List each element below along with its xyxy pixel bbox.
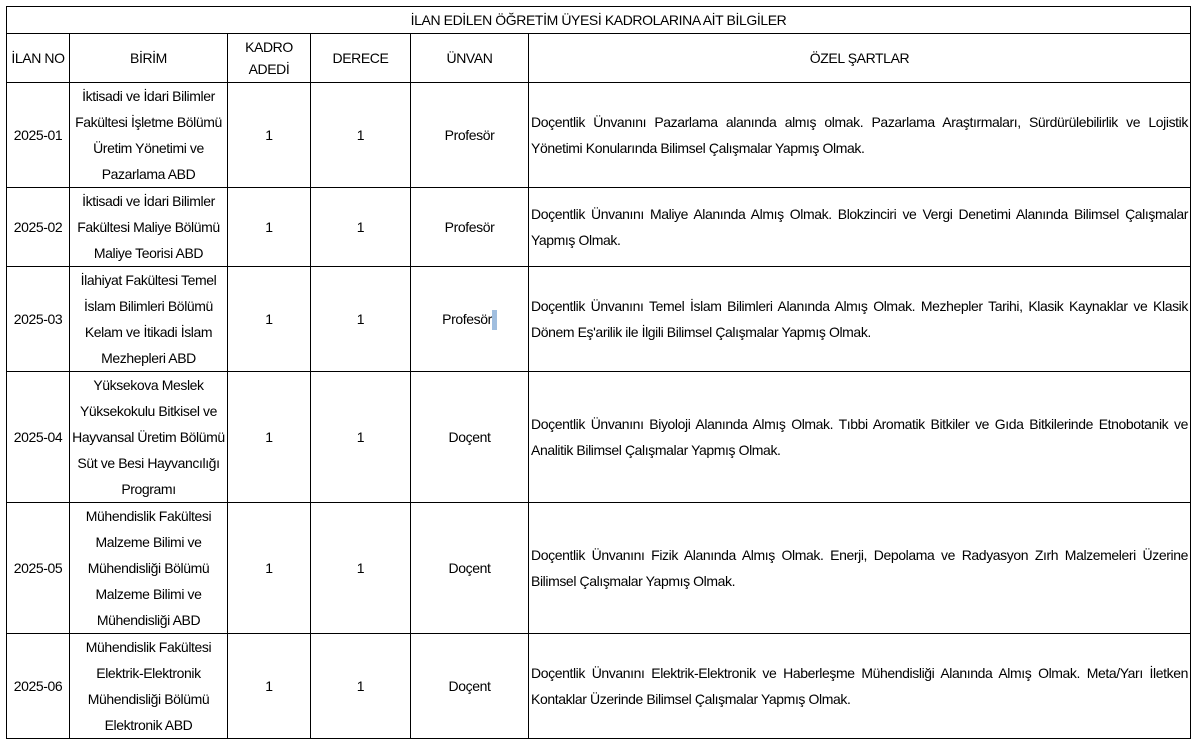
cell-derece: 1 [311, 503, 411, 634]
cell-kadro-adedi: 1 [228, 372, 311, 503]
header-birim: BİRİM [70, 34, 228, 83]
cell-ilan-no: 2025-01 [7, 83, 70, 188]
cell-ozel-sartlar: Doçentlik Ünvanını Biyoloji Alanında Almış Olmak. Tıbbi Aromatik Bitkiler ve Gıda Bitkilerinde Etnobotanik ve Analitik Bilimsel Çalışmalar Yapmış Olmak. [529, 372, 1191, 503]
cell-kadro-adedi: 1 [228, 634, 311, 739]
cell-ozel-sartlar: Doçentlik Ünvanını Fizik Alanında Almış Olmak. Enerji, Depolama ve Radyasyon Zırh Malzemeleri Üzerine Bilimsel Çalışmalar Yapmış Olmak. [529, 503, 1191, 634]
cell-kadro-adedi: 1 [228, 503, 311, 634]
header-ozel-sartlar: ÖZEL ŞARTLAR [529, 34, 1191, 83]
table-row [7, 372, 1191, 503]
cell-birim: Mühendislik Fakültesi Malzeme Bilimi ve Mühendisliği Bölümü Malzeme Bilimi ve Mühendisliği ABD [70, 503, 228, 634]
cell-ilan-no: 2025-04 [7, 372, 70, 503]
cell-unvan-text: Profesör [442, 311, 492, 327]
cell-kadro-adedi: 1 [228, 188, 311, 267]
cell-unvan: Doçent [411, 503, 529, 634]
cell-birim: İlahiyat Fakültesi Temel İslam Bilimleri Bölümü Kelam ve İtikadi İslam Mezhepleri ABD [70, 267, 228, 372]
cell-ilan-no: 2025-02 [7, 188, 70, 267]
cell-unvan: Doçent [411, 634, 529, 739]
cell-kadro-adedi: 1 [228, 267, 311, 372]
table-row [7, 267, 1191, 372]
cell-unvan: Profesör [411, 83, 529, 188]
cell-birim: İktisadi ve İdari Bilimler Fakültesi Maliye Bölümü Maliye Teorisi ABD [70, 188, 228, 267]
cell-ilan-no: 2025-05 [7, 503, 70, 634]
cell-ozel-sartlar: Doçentlik Ünvanını Pazarlama alanında almış olmak. Pazarlama Araştırmaları, Sürdürülebilirlik ve Lojistik Yönetimi Konularında Bilimsel Çalışmalar Yapmış Olmak. [529, 83, 1191, 188]
cell-derece: 1 [311, 188, 411, 267]
header-ilan-no: İLAN NO [7, 34, 70, 83]
cell-unvan [411, 267, 529, 372]
table-row [7, 83, 1191, 188]
text-cursor-highlight [492, 310, 497, 330]
table-row [7, 503, 1191, 634]
cell-unvan: Doçent [411, 372, 529, 503]
cell-ozel-sartlar: Doçentlik Ünvanını Elektrik-Elektronik ve Haberleşme Mühendisliği Alanında Almış Olmak. Meta/Yarı İletken Kontaklar Üzerinde Bilimsel Çalışmalar Yapmış Olmak. [529, 634, 1191, 739]
header-unvan: ÜNVAN [411, 34, 529, 83]
table-row [7, 188, 1191, 267]
positions-table [6, 6, 1191, 739]
cell-birim: Yüksekova Meslek Yüksekokulu Bitkisel ve Hayvansal Üretim Bölümü Süt ve Besi Hayvancılığı Programı [70, 372, 228, 503]
cell-unvan: Profesör [411, 188, 529, 267]
cell-kadro-adedi: 1 [228, 83, 311, 188]
cell-birim: İktisadi ve İdari Bilimler Fakültesi İşletme Bölümü Üretim Yönetimi ve Pazarlama ABD [70, 83, 228, 188]
table-title: İLAN EDİLEN ÖĞRETİM ÜYESİ KADROLARINA AİT BİLGİLER [7, 7, 1191, 34]
cell-ozel-sartlar: Doçentlik Ünvanını Maliye Alanında Almış Olmak. Blokzinciri ve Vergi Denetimi Alanında Bilimsel Çalışmalar Yapmış Olmak. [529, 188, 1191, 267]
cell-ilan-no: 2025-03 [7, 267, 70, 372]
cell-derece: 1 [311, 372, 411, 503]
cell-birim: Mühendislik Fakültesi Elektrik-Elektronik Mühendisliği Bölümü Elektronik ABD [70, 634, 228, 739]
cell-ozel-sartlar: Doçentlik Ünvanını Temel İslam Bilimleri Alanında Almış Olmak. Mezhepler Tarihi, Klasik Kaynaklar ve Klasik Dönem Eş'arilik ile İlgili Bilimsel Çalışmalar Yapmış Olmak. [529, 267, 1191, 372]
header-kadro-adedi: KADRO ADEDİ [228, 34, 311, 83]
cell-derece: 1 [311, 634, 411, 739]
cell-derece: 1 [311, 83, 411, 188]
header-derece: DERECE [311, 34, 411, 83]
table-row [7, 634, 1191, 739]
cell-ilan-no: 2025-06 [7, 634, 70, 739]
cell-derece: 1 [311, 267, 411, 372]
